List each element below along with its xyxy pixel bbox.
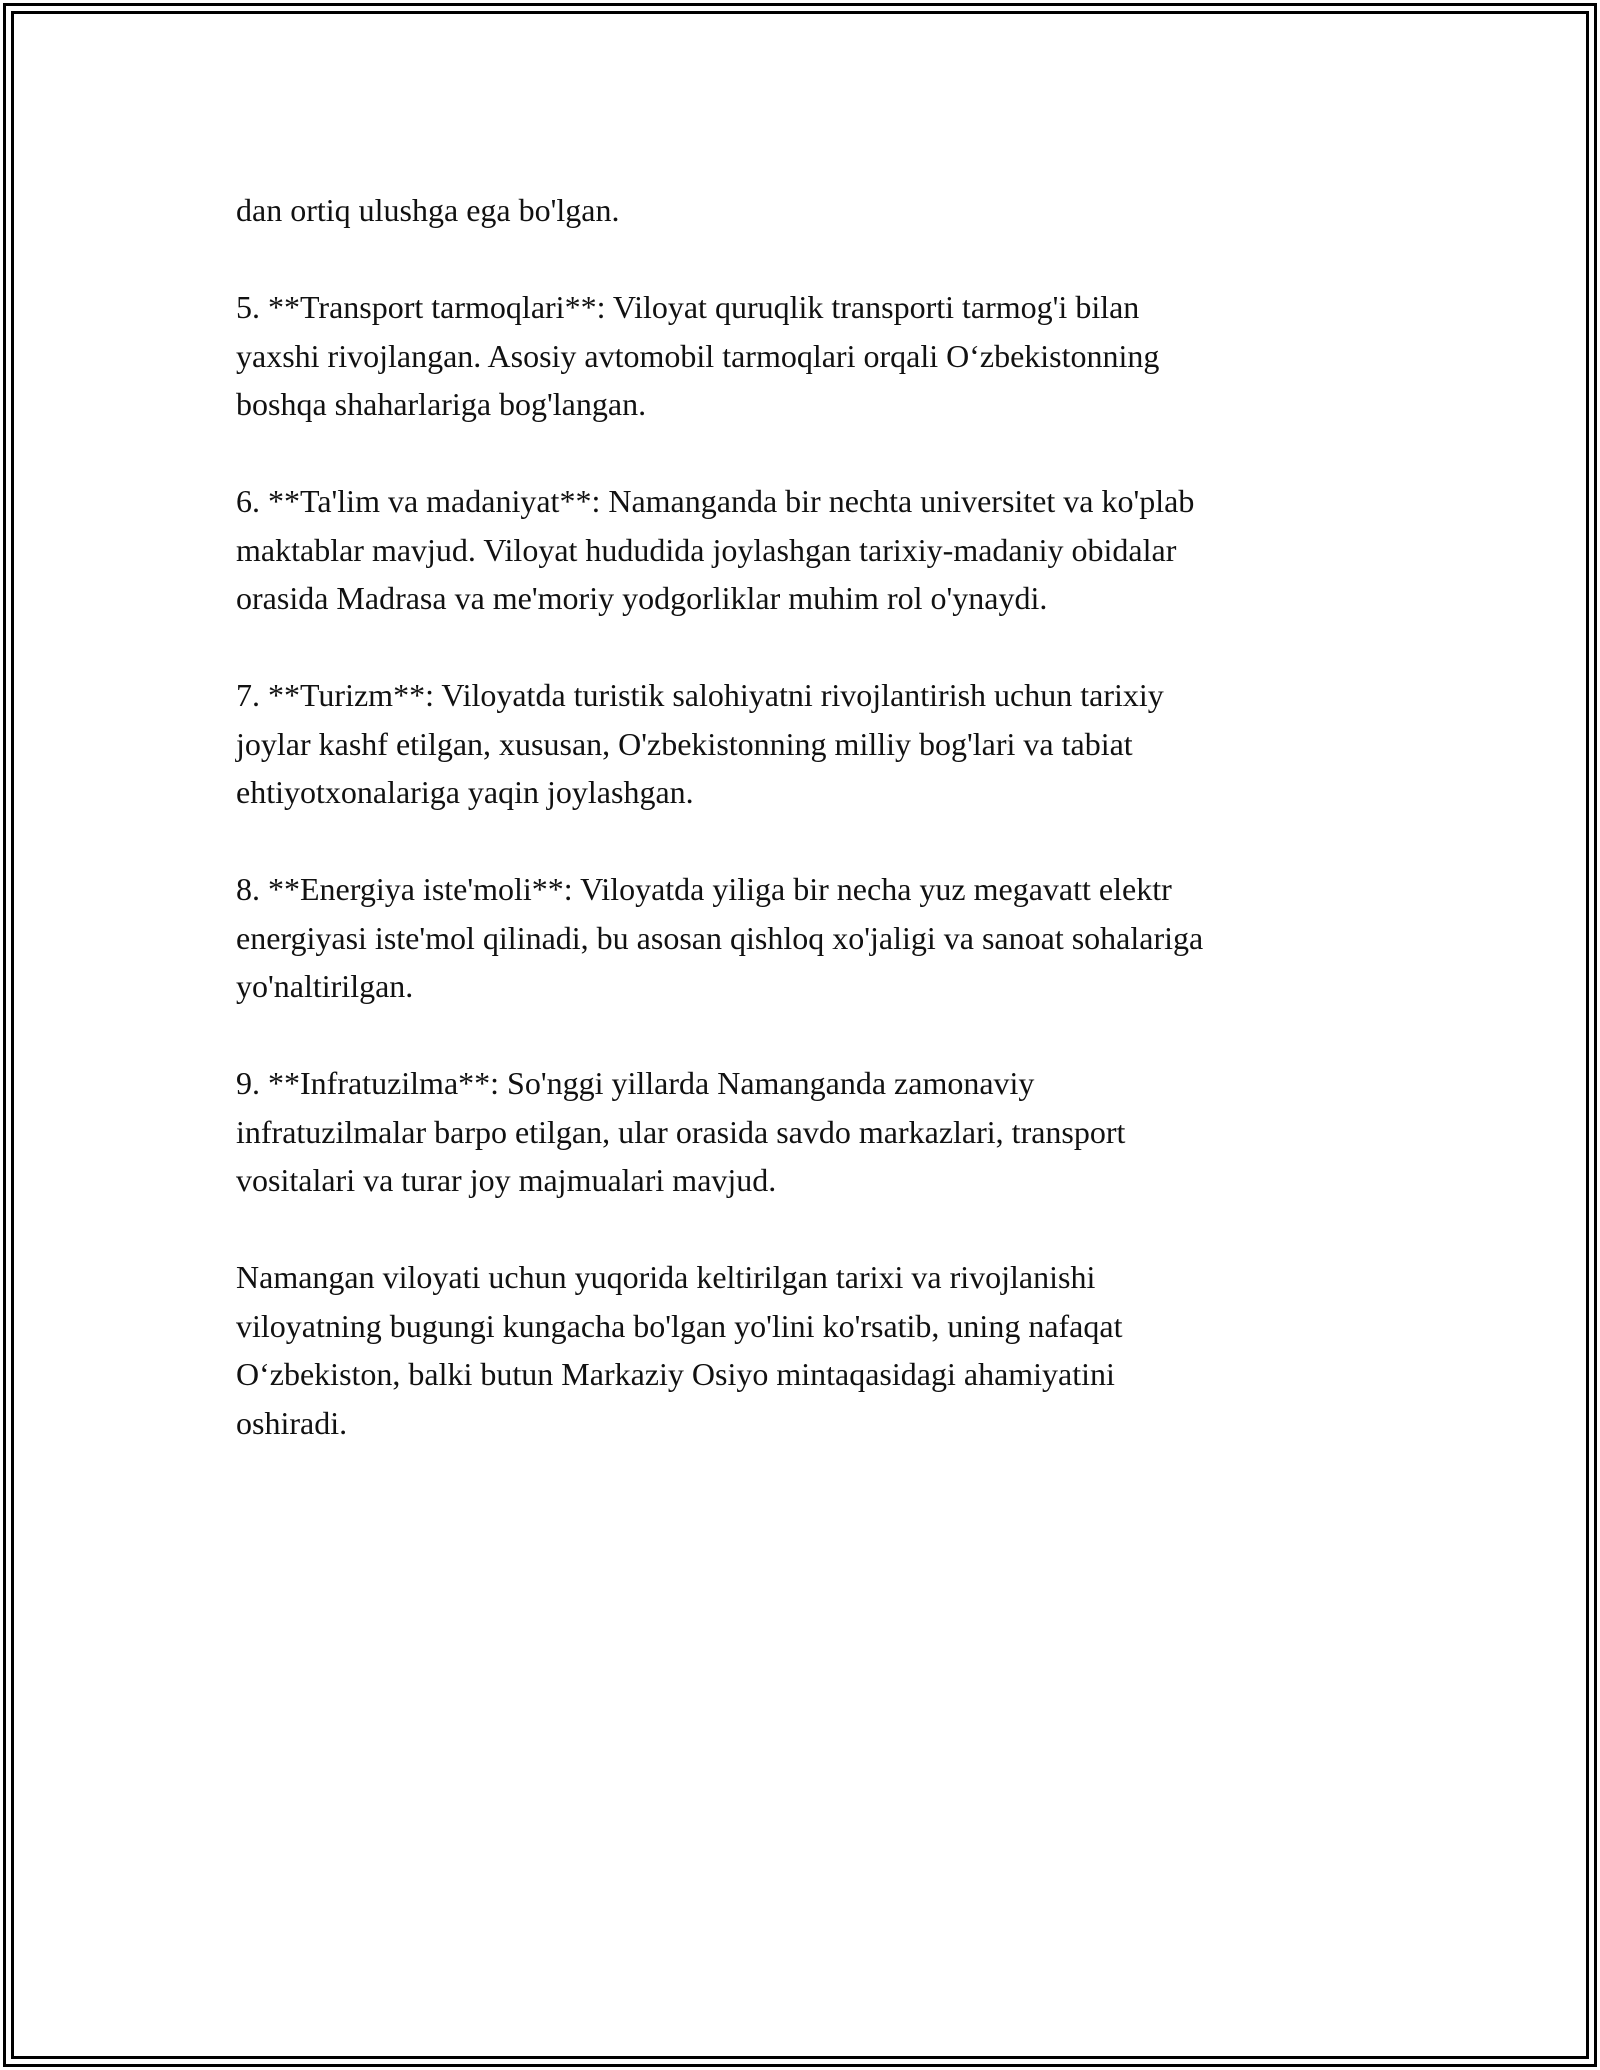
paragraph-energy: 8. **Energiya iste'moli**: Viloyatda yiliga bir necha yuz megavatt elektr energiyasi iste'mol qilinadi, bu asosan qishloq xo'jaligi va sanoat sohalariga yo'naltirilgan. [236,871,1204,1004]
document-body [236,186,1376,1496]
paragraph-transport: 5. **Transport tarmoqlari**: Viloyat quruqlik transporti tarmog'i bilan yaxshi rivojlangan. Asosiy avtomobil tarmoqlari orqali O‘zbekistonning boshqa shaharlariga bog'langan. [236,289,1160,422]
paragraph-education: 6. **Ta'lim va madaniyat**: Namanganda bir nechta universitet va ko'plab maktablar mavjud. Viloyat hududida joylashgan tarixiy-madaniy obidalar orasida Madrasa va me'moriy yodgorliklar muhim rol o'ynaydi. [236,483,1195,616]
paragraph-tourism: 7. **Turizm**: Viloyatda turistik salohiyatni rivojlantirish uchun tarixiy joylar kashf etilgan, xususan, O'zbekistonning milliy bog'lari va tabiat ehtiyotxonalariga yaqin joylashgan. [236,677,1164,810]
paragraph-conclusion: Namangan viloyati uchun yuqorida keltirilgan tarixi va rivojlanishi viloyatning bugungi kungacha bo'lgan yo'lini ko'rsatib, uning nafaqat O‘zbekiston, balki butun Markaziy Osiyo mintaqasidagi ahamiyatini oshiradi. [236,1259,1123,1441]
paragraph-infrastructure: 9. **Infratuzilma**: So'nggi yillarda Namanganda zamonaviy infratuzilmalar barpo etilgan, ular orasida savdo markazlari, transport vositalari va turar joy majmualari mavjud. [236,1065,1126,1198]
paragraph-continuation: dan ortiq ulushga ega bo'lgan. [236,192,620,228]
